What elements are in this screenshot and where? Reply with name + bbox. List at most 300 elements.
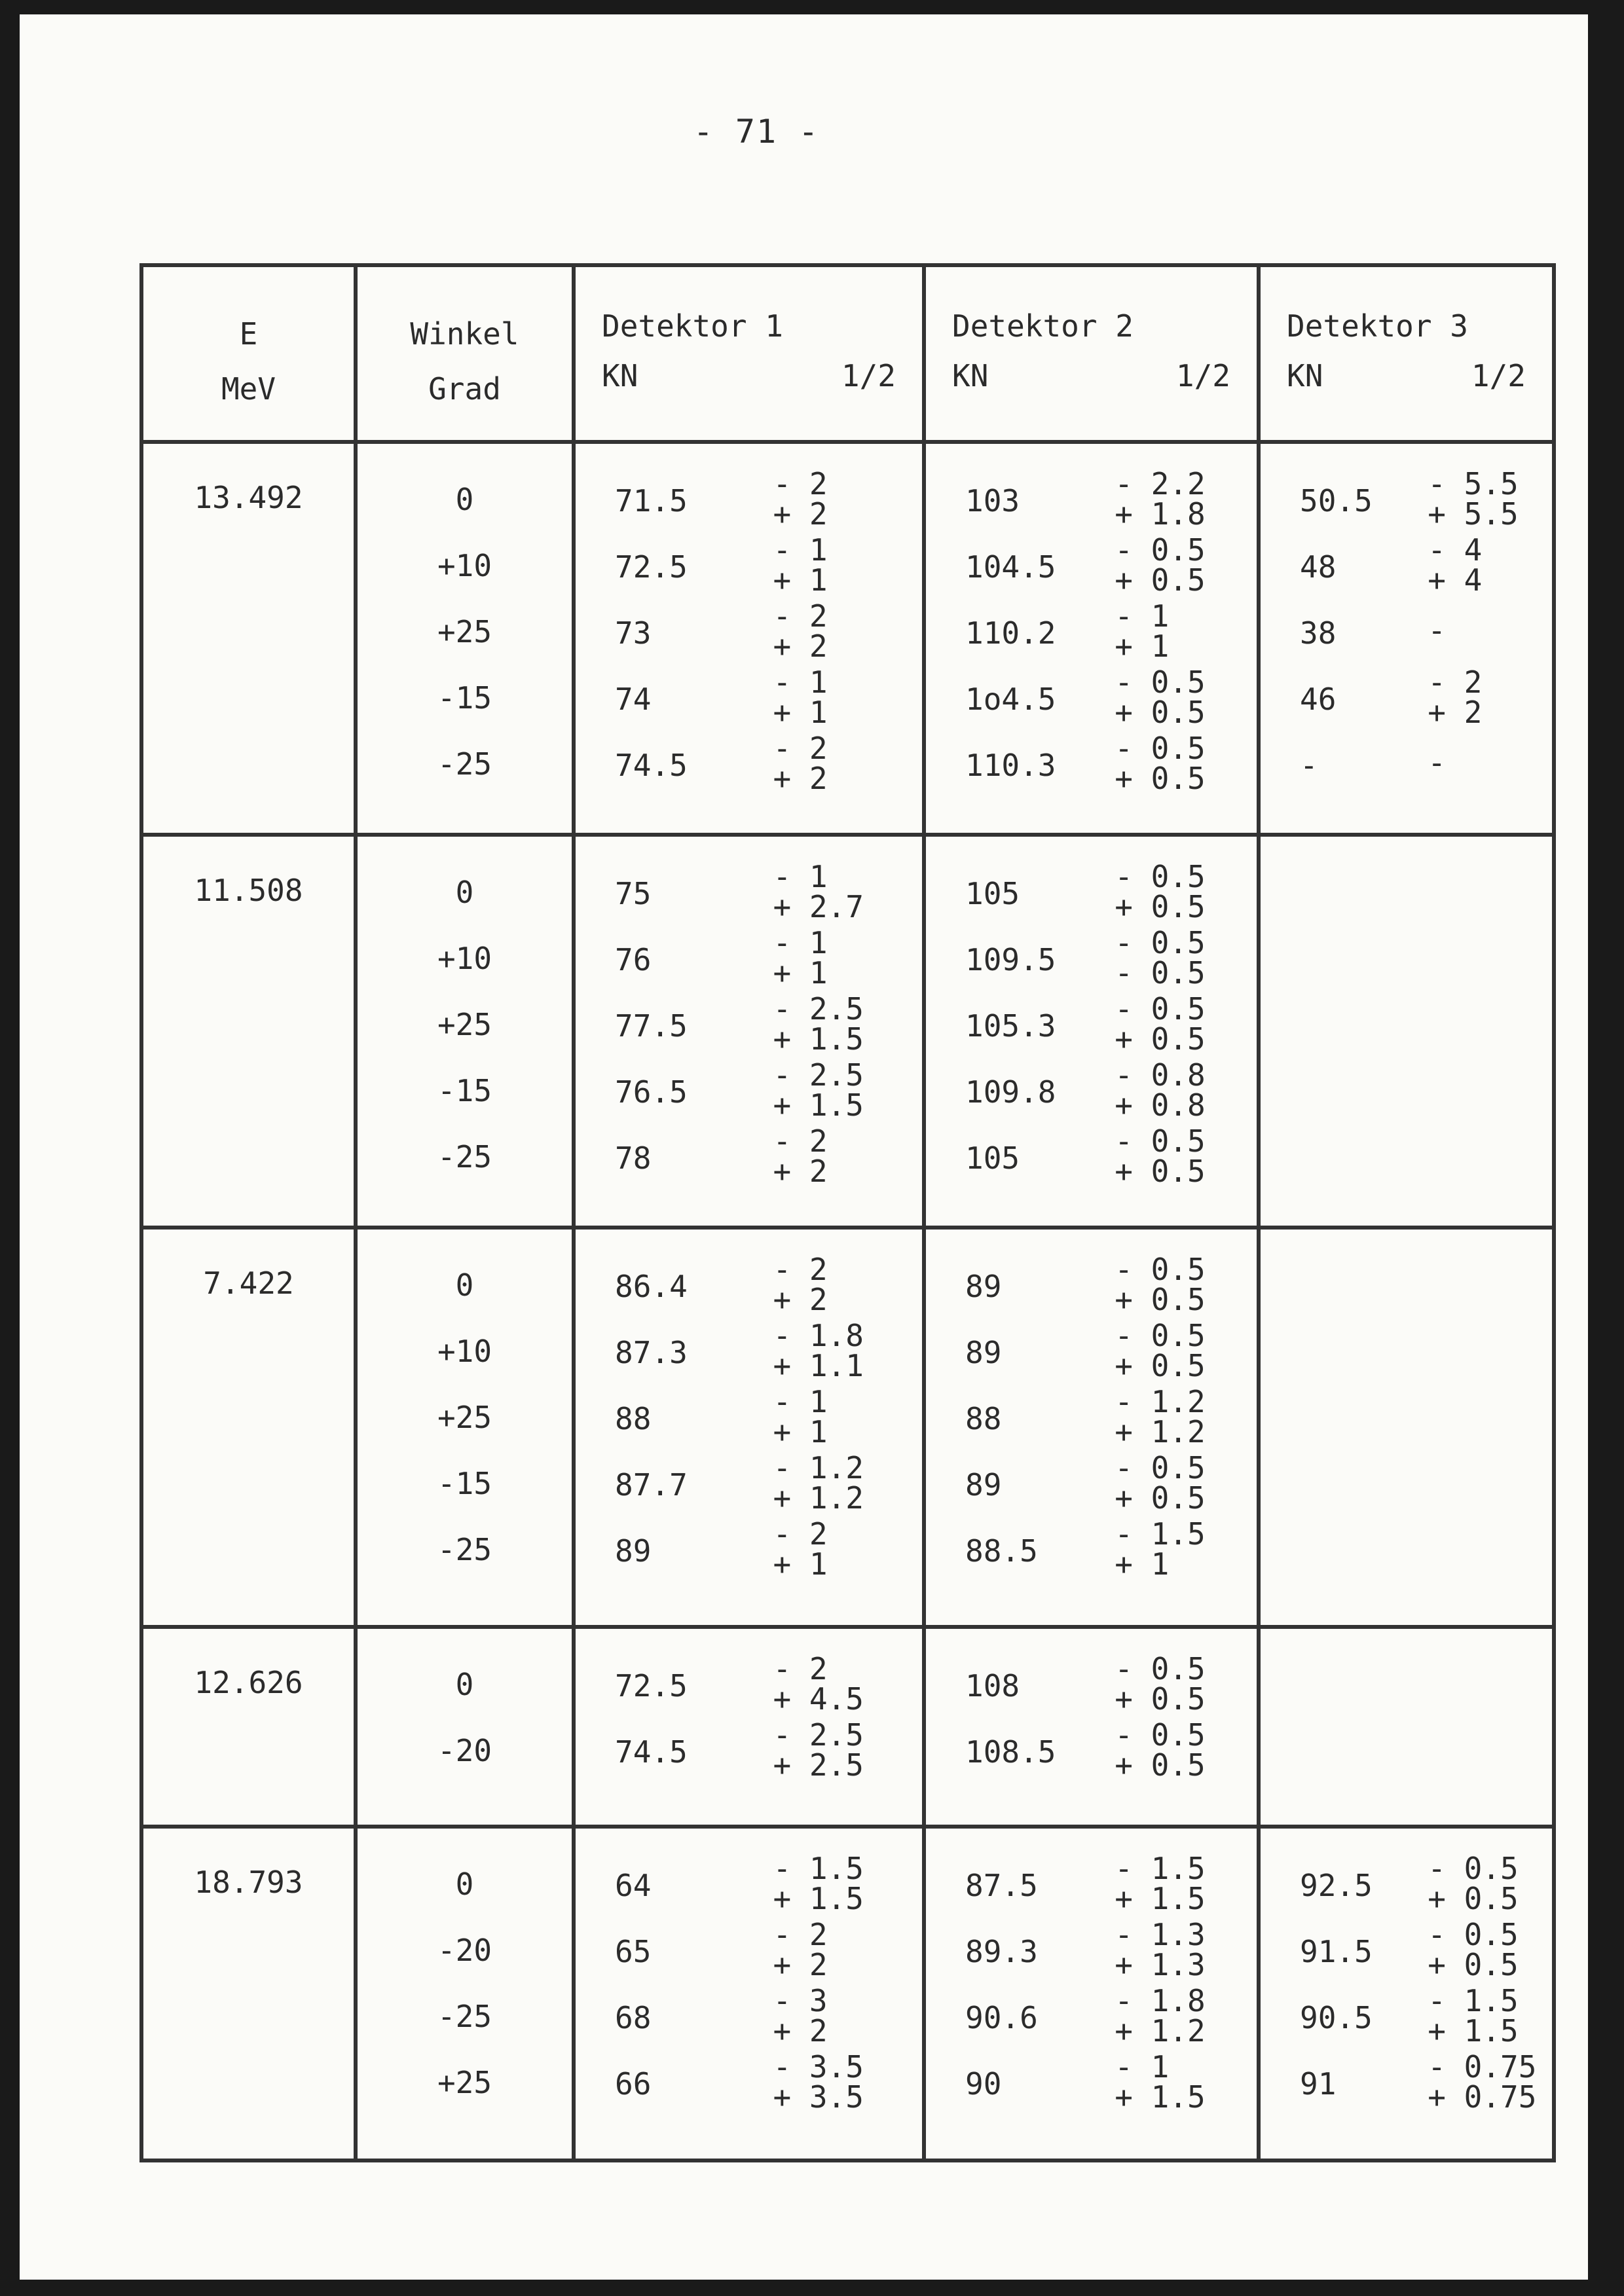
- minus-error: - 2: [773, 1917, 828, 1952]
- kn-value: 89: [965, 1335, 1002, 1370]
- minus-error: - 1.2: [773, 1450, 864, 1485]
- angle-value: +25: [437, 2065, 492, 2100]
- minus-error: - 2: [773, 731, 828, 766]
- minus-error: - 0.5: [1115, 1123, 1206, 1159]
- kn-value: 103: [965, 483, 1020, 519]
- half-width-error: [1115, 667, 1237, 733]
- kn-value: 1o4.5: [965, 682, 1056, 717]
- measurement: [965, 733, 1237, 799]
- header-detector-1: [574, 265, 924, 442]
- angle-value: -15: [437, 1073, 492, 1108]
- minus-error: - 2: [1428, 665, 1483, 700]
- half-width-error: [1115, 1917, 1237, 1986]
- minus-error: - 1.3: [1115, 1917, 1206, 1952]
- measurement: [615, 1057, 902, 1126]
- half-width-error: [1115, 1318, 1237, 1387]
- angle-value: -25: [437, 1532, 492, 1567]
- measurement: [615, 991, 902, 1060]
- plus-error: + 2.5: [773, 1747, 864, 1783]
- detector-1-cell: [574, 442, 924, 835]
- measurement: [615, 1123, 902, 1192]
- measurement: [615, 1384, 902, 1453]
- measurement: [965, 1123, 1237, 1192]
- kn-value: 74.5: [615, 748, 688, 783]
- energy-value: 13.492: [141, 442, 356, 835]
- angle-value: +10: [437, 1334, 492, 1369]
- half-width-error: [1115, 1057, 1237, 1126]
- plus-error: + 0.5: [1428, 1947, 1519, 1982]
- measurement: [615, 1450, 902, 1519]
- half-width-error: [773, 1318, 902, 1387]
- measurement: [1300, 733, 1532, 799]
- plus-error: + 1: [1115, 1546, 1170, 1582]
- minus-error: - 0.5: [1428, 1851, 1519, 1886]
- half-width-error: [1115, 925, 1237, 994]
- kn-value: 48: [1300, 549, 1337, 585]
- kn-value: -: [1300, 748, 1318, 783]
- detector-2-cell: [924, 442, 1259, 835]
- half-width-error: [773, 991, 902, 1060]
- measurement: [965, 1717, 1237, 1786]
- energy-group-row: [141, 442, 1554, 835]
- kn-value: 108: [965, 1668, 1020, 1704]
- kn-value: 92.5: [1300, 1868, 1373, 1903]
- detector-1-cell: [574, 1827, 924, 2160]
- angle-unit: Grad: [428, 371, 501, 407]
- minus-error: - 0.75: [1428, 2049, 1537, 2085]
- kn-value: 38: [1300, 615, 1337, 651]
- detector-1-cell: [574, 1627, 924, 1827]
- kn-label: KN: [952, 358, 989, 393]
- kn-value: 90.5: [1300, 2000, 1373, 2035]
- measurement: [1300, 2049, 1537, 2118]
- plus-error: + 1.1: [773, 1348, 864, 1383]
- half-width-error: [773, 1853, 902, 1920]
- measurement: [615, 667, 902, 733]
- minus-error: - 0.5: [1115, 731, 1206, 766]
- kn-value: 108.5: [965, 1734, 1056, 1770]
- measurement: [615, 1318, 902, 1387]
- kn-value: 88.5: [965, 1533, 1038, 1569]
- results-table: [139, 263, 1556, 2162]
- half-width-error: [1428, 601, 1532, 667]
- measurement: [1300, 466, 1532, 535]
- half-width-error: [773, 1983, 902, 2052]
- half-width-error: [1115, 1983, 1237, 2052]
- kn-value: 109.8: [965, 1074, 1056, 1110]
- measurement: [615, 925, 902, 994]
- minus-error: - 1.8: [1115, 1983, 1206, 2018]
- detector-2-cell: [924, 1627, 1259, 1827]
- minus-error: - 1: [1115, 2049, 1170, 2085]
- angle-value: 0: [455, 1267, 474, 1303]
- minus-error: - 1: [1115, 598, 1170, 634]
- measurement: [615, 733, 902, 799]
- energy-group-row: [141, 1228, 1554, 1627]
- plus-error: + 2: [773, 761, 828, 796]
- half-width-error: [1428, 532, 1532, 601]
- half-width-error: [773, 667, 902, 733]
- plus-error: + 0.5: [1115, 1747, 1206, 1783]
- kn-value: 72.5: [615, 1668, 688, 1704]
- plus-error: + 0.5: [1115, 889, 1206, 924]
- angle-value: -25: [437, 1139, 492, 1175]
- measurement: [965, 2049, 1237, 2118]
- measurement: [615, 532, 902, 601]
- half-width-error: [1428, 1853, 1532, 1920]
- kn-value: 73: [615, 615, 652, 651]
- plus-error: + 0.8: [1115, 1087, 1206, 1123]
- plus-error: - 0.5: [1115, 955, 1206, 991]
- kn-value: 91: [1300, 2066, 1337, 2102]
- plus-error: + 2: [773, 2013, 828, 2049]
- measurement: [965, 532, 1237, 601]
- kn-value: 89: [615, 1533, 652, 1569]
- half-width-error: [773, 532, 902, 601]
- kn-value: 109.5: [965, 942, 1056, 977]
- kn-value: 110.3: [965, 748, 1056, 783]
- half-width-error: [1115, 1384, 1237, 1453]
- half-width-error: [773, 859, 902, 928]
- minus-error: - 1.5: [1428, 1983, 1519, 2018]
- half-width-error: [1428, 667, 1532, 733]
- measurement: [965, 1917, 1237, 1986]
- kn-value: 74.5: [615, 1734, 688, 1770]
- energy-value: 12.626: [141, 1627, 356, 1827]
- kn-value: 78: [615, 1140, 652, 1176]
- half-width-error: [773, 1384, 902, 1453]
- minus-error: - 1.5: [773, 1851, 864, 1886]
- measurement: [1300, 667, 1532, 733]
- document-page: [20, 14, 1588, 2280]
- measurement: [965, 466, 1237, 535]
- half-width-error: [773, 1450, 902, 1519]
- plus-error: + 1: [1115, 629, 1170, 664]
- detector-3-cell: [1259, 1627, 1554, 1827]
- plus-error: + 5.5: [1428, 496, 1519, 532]
- measurement: [615, 859, 902, 928]
- minus-error: - 0.5: [1115, 859, 1206, 894]
- kn-label: KN: [602, 358, 638, 393]
- minus-error: - 0.5: [1115, 991, 1206, 1027]
- kn-value: 65: [615, 1934, 652, 1969]
- kn-value: 105.3: [965, 1008, 1056, 1044]
- plus-error: + 0.5: [1115, 1154, 1206, 1189]
- angle-value: 0: [455, 1867, 474, 1902]
- measurement: [1300, 1983, 1532, 2052]
- detector-2-cell: [924, 1228, 1259, 1627]
- angle-value: -15: [437, 1466, 492, 1501]
- angle-value: +25: [437, 614, 492, 649]
- minus-error: - 2: [773, 466, 828, 501]
- half-width-error: [1115, 2049, 1237, 2118]
- minus-error: - 2.2: [1115, 466, 1206, 501]
- plus-error: + 1.5: [773, 1881, 864, 1916]
- kn-value: 77.5: [615, 1008, 688, 1044]
- half-label: 1/2: [1471, 358, 1526, 393]
- kn-value: 74: [615, 682, 652, 717]
- kn-value: 89: [965, 1467, 1002, 1503]
- plus-error: + 0.5: [1115, 1681, 1206, 1717]
- plus-error: + 2: [773, 496, 828, 532]
- half-label: 1/2: [841, 358, 896, 393]
- half-width-error: [1115, 466, 1237, 535]
- half-width-error: [1115, 1651, 1237, 1720]
- measurement: [965, 1254, 1237, 1321]
- minus-error: - 2.5: [773, 1057, 864, 1093]
- measurement: [965, 925, 1237, 994]
- kn-value: 76.5: [615, 1074, 688, 1110]
- measurement: [965, 1853, 1237, 1920]
- minus-error: - 0.5: [1115, 1450, 1206, 1485]
- plus-error: + 1: [773, 955, 828, 991]
- angle-value: 0: [455, 875, 474, 910]
- kn-value: 105: [965, 876, 1020, 911]
- half-width-error: [773, 466, 902, 535]
- minus-error: - 1: [773, 859, 828, 894]
- plus-error: + 2: [773, 629, 828, 664]
- angle-cell: [356, 442, 574, 835]
- half-width-error: [1428, 733, 1532, 799]
- half-width-error: [1428, 2049, 1537, 2118]
- plus-error: + 0.5: [1115, 1282, 1206, 1317]
- plus-error: + 0.5: [1115, 562, 1206, 598]
- plus-error: + 0.5: [1115, 1480, 1206, 1516]
- kn-value: 87.5: [965, 1868, 1038, 1903]
- minus-error: - 4: [1428, 532, 1483, 568]
- kn-value: 90.6: [965, 2000, 1038, 2035]
- kn-value: 110.2: [965, 615, 1056, 651]
- plus-error: + 1.8: [1115, 496, 1206, 532]
- half-width-error: [773, 1651, 902, 1720]
- minus-error: - 3: [773, 1983, 828, 2018]
- kn-value: 76: [615, 942, 652, 977]
- measurement: [1300, 1917, 1532, 1986]
- plus-error: + 1: [773, 695, 828, 730]
- header-energy: [141, 265, 356, 442]
- half-width-error: [773, 1717, 902, 1786]
- kn-label: KN: [1287, 358, 1323, 393]
- plus-error: + 1.5: [773, 1021, 864, 1057]
- half-width-error: [1115, 598, 1237, 667]
- detector-title: Detektor 1: [602, 308, 783, 344]
- angle-value: +25: [437, 1400, 492, 1435]
- plus-error: + 0.5: [1115, 1021, 1206, 1057]
- kn-value: 66: [615, 2066, 652, 2102]
- kn-value: 105: [965, 1140, 1020, 1176]
- angle-value: -15: [437, 680, 492, 716]
- kn-value: 72.5: [615, 549, 688, 585]
- measurement: [615, 1254, 902, 1321]
- plus-error: + 0.5: [1115, 761, 1206, 796]
- detector-title: Detektor 2: [952, 308, 1134, 344]
- minus-error: - 1: [773, 665, 828, 700]
- plus-error: + 1: [773, 1414, 828, 1449]
- page-number: - 71 -: [693, 113, 820, 151]
- measurement: [615, 1717, 902, 1786]
- minus-error: - 2: [773, 1516, 828, 1552]
- half-width-error: [773, 1254, 902, 1321]
- half-width-error: [1115, 991, 1237, 1060]
- minus-error: - 1: [773, 1384, 828, 1419]
- plus-error: + 0.5: [1428, 1881, 1519, 1916]
- kn-value: 89: [965, 1269, 1002, 1304]
- measurement: [965, 1057, 1237, 1126]
- plus-error: + 2: [773, 1154, 828, 1189]
- angle-value: 0: [455, 1667, 474, 1702]
- measurement: [1300, 1853, 1532, 1920]
- half-label: 1/2: [1175, 358, 1230, 393]
- minus-error: - 2: [773, 1252, 828, 1287]
- detector-1-cell: [574, 1228, 924, 1627]
- plus-error: + 0.5: [1115, 1348, 1206, 1383]
- detector-title: Detektor 3: [1287, 308, 1468, 344]
- header-row: [141, 265, 1554, 442]
- angle-value: +10: [437, 548, 492, 583]
- plus-error: + 1: [773, 1546, 828, 1582]
- half-width-error: [1115, 1717, 1237, 1786]
- minus-error: - 1.8: [773, 1318, 864, 1353]
- plus-error: + 2: [773, 1947, 828, 1982]
- angle-value: -25: [437, 746, 492, 782]
- energy-value: 11.508: [141, 835, 356, 1228]
- half-width-error: [773, 1123, 902, 1192]
- kn-value: 86.4: [615, 1269, 688, 1304]
- header-detector-3: [1259, 265, 1554, 442]
- detector-2-cell: [924, 1827, 1259, 2160]
- angle-value: 0: [455, 482, 474, 517]
- plus-error: + 1.5: [1428, 2013, 1519, 2049]
- minus-error: - 1.5: [1115, 1851, 1206, 1886]
- measurement: [965, 667, 1237, 733]
- measurement: [615, 1651, 902, 1720]
- measurement: [965, 1318, 1237, 1387]
- detector-3-cell: [1259, 442, 1554, 835]
- kn-value: 87.3: [615, 1335, 688, 1370]
- plus-error: + 1.2: [1115, 1414, 1206, 1449]
- minus-error: - 1.2: [1115, 1384, 1206, 1419]
- measurement: [965, 1450, 1237, 1519]
- detector-3-cell: [1259, 1827, 1554, 2160]
- no-value-dash: -: [1428, 745, 1446, 780]
- minus-error: - 0.5: [1115, 1318, 1206, 1353]
- measurement: [965, 1516, 1237, 1585]
- minus-error: - 1.5: [1115, 1516, 1206, 1552]
- kn-value: 75: [615, 876, 652, 911]
- kn-value: 88: [965, 1401, 1002, 1436]
- angle-value: -20: [437, 1733, 492, 1768]
- minus-error: - 2.5: [773, 991, 864, 1027]
- kn-value: 91.5: [1300, 1934, 1373, 1969]
- kn-value: 68: [615, 2000, 652, 2035]
- half-width-error: [773, 1917, 902, 1986]
- minus-error: - 0.5: [1115, 925, 1206, 960]
- plus-error: + 3.5: [773, 2079, 864, 2115]
- half-width-error: [1115, 733, 1237, 799]
- angle-cell: [356, 1827, 574, 2160]
- angle-cell: [356, 835, 574, 1228]
- angle-value: +10: [437, 941, 492, 976]
- plus-error: + 1.5: [1115, 1881, 1206, 1916]
- measurement: [615, 2049, 902, 2118]
- half-width-error: [773, 733, 902, 799]
- kn-value: 64: [615, 1868, 652, 1903]
- minus-error: - 2.5: [773, 1717, 864, 1753]
- kn-value: 46: [1300, 682, 1337, 717]
- half-width-error: [1115, 859, 1237, 928]
- detector-2-cell: [924, 835, 1259, 1228]
- measurement: [965, 1384, 1237, 1453]
- measurement: [1300, 601, 1532, 667]
- measurement: [965, 598, 1237, 667]
- kn-value: 71.5: [615, 483, 688, 519]
- angle-value: +25: [437, 1007, 492, 1042]
- measurement: [615, 1853, 902, 1920]
- plus-error: + 1.5: [773, 1087, 864, 1123]
- minus-error: - 1: [773, 925, 828, 960]
- plus-error: + 0.75: [1428, 2079, 1537, 2115]
- plus-error: + 4: [1428, 562, 1483, 598]
- energy-unit: MeV: [221, 371, 276, 407]
- angle-cell: [356, 1627, 574, 1827]
- measurement: [615, 598, 902, 667]
- minus-error: - 1: [773, 532, 828, 568]
- minus-error: - 0.5: [1115, 532, 1206, 568]
- measurement: [965, 1651, 1237, 1720]
- plus-error: + 1: [773, 562, 828, 598]
- half-width-error: [1115, 1516, 1237, 1585]
- minus-error: - 0.5: [1115, 1651, 1206, 1686]
- angle-label: Winkel: [410, 316, 519, 352]
- kn-value: 90: [965, 2066, 1002, 2102]
- half-width-error: [773, 598, 902, 667]
- half-width-error: [1115, 1254, 1237, 1321]
- half-width-error: [1115, 1450, 1237, 1519]
- minus-error: - 3.5: [773, 2049, 864, 2085]
- measurement: [965, 859, 1237, 928]
- measurement: [1300, 532, 1532, 601]
- plus-error: + 1.5: [1115, 2079, 1206, 2115]
- energy-label: E: [239, 316, 258, 352]
- angle-cell: [356, 1228, 574, 1627]
- energy-group-row: [141, 835, 1554, 1228]
- minus-error: - 0.5: [1115, 665, 1206, 700]
- plus-error: + 2: [773, 1282, 828, 1317]
- half-width-error: [1428, 1983, 1532, 2052]
- kn-value: 104.5: [965, 549, 1056, 585]
- minus-error: - 0.5: [1428, 1917, 1519, 1952]
- half-width-error: [1115, 1123, 1237, 1192]
- header-detector-2: [924, 265, 1259, 442]
- plus-error: + 4.5: [773, 1681, 864, 1717]
- minus-error: - 2: [773, 1651, 828, 1686]
- detector-3-cell: [1259, 835, 1554, 1228]
- header-angle: [356, 265, 574, 442]
- energy-group-row: [141, 1827, 1554, 2160]
- energy-group-row: [141, 1627, 1554, 1827]
- half-width-error: [1115, 532, 1237, 601]
- half-width-error: [773, 1057, 902, 1126]
- measurement: [615, 1516, 902, 1585]
- no-value-dash: -: [1428, 613, 1446, 648]
- energy-value: 18.793: [141, 1827, 356, 2160]
- minus-error: - 0.5: [1115, 1252, 1206, 1287]
- kn-value: 87.7: [615, 1467, 688, 1503]
- detector-1-cell: [574, 835, 924, 1228]
- measurement: [965, 1983, 1237, 2052]
- plus-error: + 2: [1428, 695, 1483, 730]
- half-width-error: [1115, 1853, 1237, 1920]
